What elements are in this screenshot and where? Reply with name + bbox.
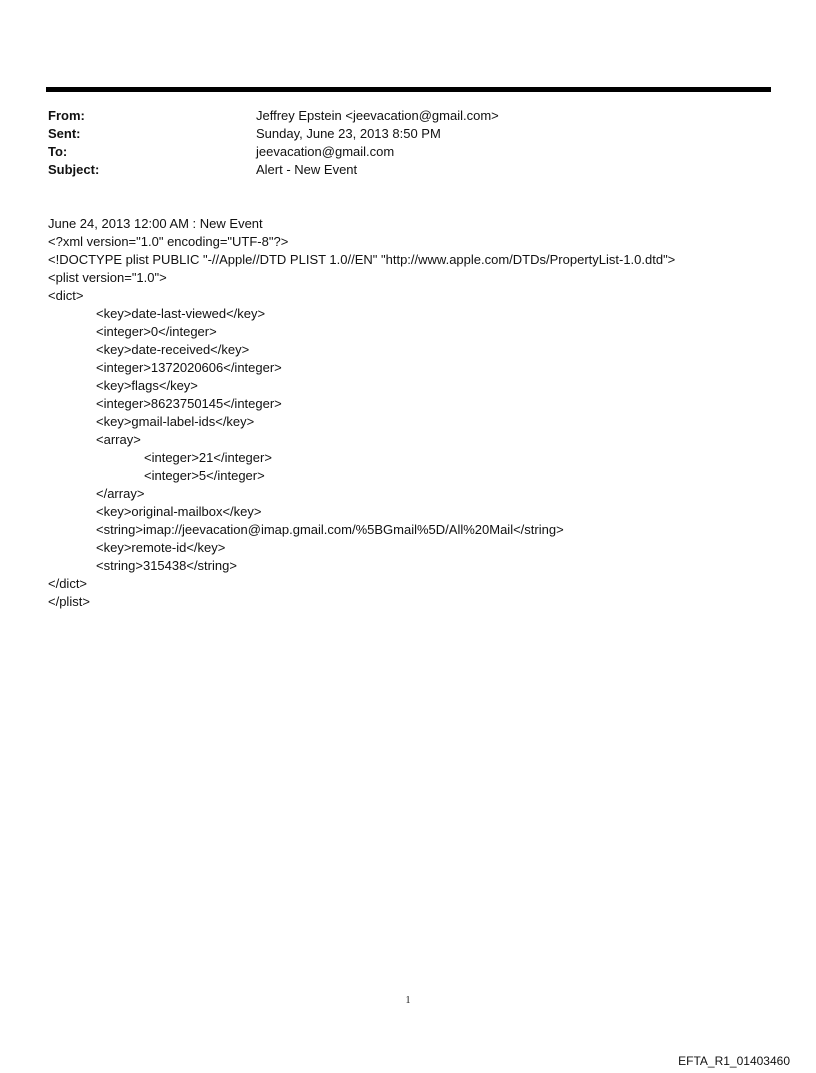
string-line: <string>imap://jeevacation@imap.gmail.com/%5BGmail%5D/All%20Mail</string> bbox=[96, 522, 564, 537]
from-value: Jeffrey Epstein <jeevacation@gmail.com> bbox=[256, 108, 499, 123]
doctype-line: <!DOCTYPE plist PUBLIC "-//Apple//DTD PLIST 1.0//EN" "http://www.apple.com/DTDs/PropertyList-1.0.dtd"> bbox=[48, 252, 676, 267]
integer-line: <integer>8623750145</integer> bbox=[96, 396, 282, 411]
page-number: 1 bbox=[405, 995, 411, 1006]
sent-label: Sent: bbox=[48, 126, 81, 141]
key-line: <key>date-received</key> bbox=[96, 342, 250, 357]
dict-close-line: </dict> bbox=[48, 576, 88, 591]
integer-line: <integer>21</integer> bbox=[144, 450, 272, 465]
subject-row bbox=[48, 161, 748, 179]
plist-close-line: </plist> bbox=[48, 594, 90, 609]
key-line: <key>gmail-label-ids</key> bbox=[96, 414, 255, 429]
integer-line: <integer>5</integer> bbox=[144, 468, 265, 483]
email-body bbox=[48, 215, 788, 611]
key-line: <key>date-last-viewed</key> bbox=[96, 306, 266, 321]
bates-number: EFTA_R1_01403460 bbox=[678, 1054, 790, 1068]
to-value: jeevacation@gmail.com bbox=[256, 144, 395, 159]
dict-open-line: <dict> bbox=[48, 288, 84, 303]
array-open-line: <array> bbox=[96, 432, 141, 447]
key-line: <key>remote-id</key> bbox=[96, 540, 226, 555]
subject-value: Alert - New Event bbox=[256, 162, 358, 177]
sent-value: Sunday, June 23, 2013 8:50 PM bbox=[256, 126, 441, 141]
email-header bbox=[48, 107, 748, 179]
header-divider bbox=[46, 87, 771, 92]
to-row bbox=[48, 143, 748, 161]
event-line: June 24, 2013 12:00 AM : New Event bbox=[48, 216, 263, 231]
plist-open-line: <plist version="1.0"> bbox=[48, 270, 167, 285]
from-label: From: bbox=[48, 108, 85, 123]
array-close-line: </array> bbox=[96, 486, 145, 501]
xml-declaration-line: <?xml version="1.0" encoding="UTF-8"?> bbox=[48, 234, 289, 249]
key-line: <key>flags</key> bbox=[96, 378, 198, 393]
from-row bbox=[48, 107, 748, 125]
sent-row bbox=[48, 125, 748, 143]
integer-line: <integer>1372020606</integer> bbox=[96, 360, 282, 375]
subject-label: Subject: bbox=[48, 162, 100, 177]
integer-line: <integer>0</integer> bbox=[96, 324, 217, 339]
key-line: <key>original-mailbox</key> bbox=[96, 504, 262, 519]
to-label: To: bbox=[48, 144, 68, 159]
string-line: <string>315438</string> bbox=[96, 558, 237, 573]
